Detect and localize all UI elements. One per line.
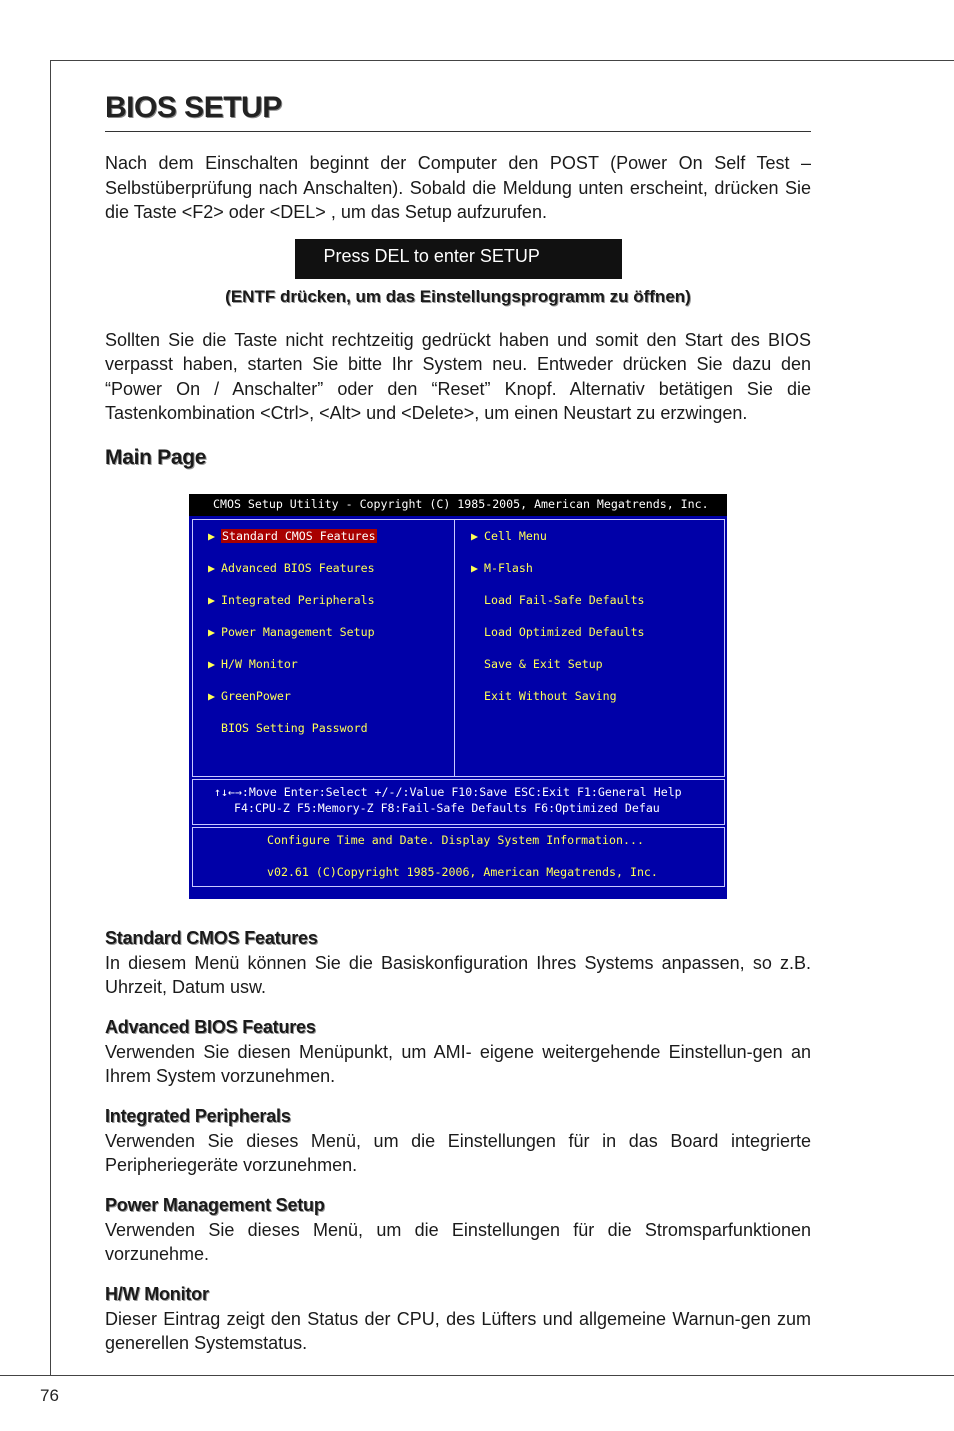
feature-description: In diesem Menü können Sie die Basiskonfiguration Ihres Systems anpassen, so z.B. Uhrzeit, Datum usw.	[105, 952, 811, 997]
page-content	[105, 90, 811, 1356]
bios-menu-item-label: Exit Without Saving	[484, 688, 617, 703]
feature-descriptions	[105, 927, 811, 1356]
feature-title: Integrated Peripherals	[105, 1105, 291, 1126]
bios-menu-item[interactable]	[208, 624, 375, 640]
page-frame-left-rule	[50, 60, 51, 1375]
feature-title: Advanced BIOS Features	[105, 1016, 316, 1037]
bios-menu-item[interactable]	[208, 720, 368, 736]
bios-help-line-2: F4:CPU-Z F5:Memory-Z F8:Fail-Safe Defaults F6:Optimized Defau	[234, 800, 660, 815]
bios-menu-item[interactable]	[471, 624, 645, 640]
section-title: BIOS SETUP	[105, 91, 282, 124]
bios-menu-item[interactable]	[471, 656, 603, 672]
bios-info-line-1: Configure Time and Date. Display System Information...	[267, 832, 644, 847]
bios-menu-item[interactable]	[471, 688, 617, 704]
feature-title: H/W Monitor	[105, 1283, 209, 1304]
page-number: 76	[40, 1386, 59, 1405]
feature-title: Power Management Setup	[105, 1194, 325, 1215]
intro-paragraph: Nach dem Einschalten beginnt der Computer den POST (Power On Self Test – Selbstüberprüfung nach Anschalten). Sobald die Meldung unten erscheint, drücken Sie die Taste <F2> oder <DEL> , um das Setup aufzurufen.	[105, 153, 811, 222]
press-del-box: Press DEL to enter SETUP	[295, 239, 622, 279]
bios-arrow-icon: ▶	[471, 528, 478, 543]
page-frame-bottom-rule	[0, 1375, 954, 1376]
bios-arrow-icon: ▶	[208, 624, 215, 639]
bios-menu-panel	[192, 519, 725, 777]
feature-description: Verwenden Sie diesen Menüpunkt, um AMI- eigene weitergehende Einstellun-gen an Ihrem System vorzunehmen.	[105, 1041, 811, 1086]
bios-arrow-icon: ▶	[208, 528, 215, 543]
bios-menu-item-label: Standard CMOS Features	[222, 528, 376, 543]
bios-arrow-icon: ▶	[208, 592, 215, 607]
bios-menu-item[interactable]	[471, 592, 645, 608]
bios-panel-divider	[454, 520, 455, 776]
bios-menu-item-label: GreenPower	[221, 688, 291, 703]
bios-menu-item[interactable]	[208, 656, 298, 672]
bios-info-line-2: v02.61 (C)Copyright 1985-2006, American Megatrends, Inc.	[267, 864, 658, 879]
title-rule	[105, 131, 811, 132]
bios-arrow-icon: ▶	[208, 656, 215, 671]
bios-menu-item[interactable]	[471, 560, 533, 576]
feature-title: Standard CMOS Features	[105, 927, 318, 948]
feature-description: Verwenden Sie dieses Menü, um die Einstellungen für in das Board integrierte Peripheriegeräte vorzunehmen.	[105, 1130, 811, 1175]
bios-menu-item[interactable]	[471, 528, 547, 544]
main-page-title: Main Page	[105, 445, 207, 469]
press-caption: (ENTF drücken, um das Einstellungsprogramm zu öffnen)	[225, 286, 691, 306]
bios-menu-item-label: Cell Menu	[484, 528, 547, 543]
bios-menu-item[interactable]	[208, 592, 375, 608]
bios-menu-item-label: Save & Exit Setup	[484, 656, 603, 671]
feature-description: Dieser Eintrag zeigt den Status der CPU, des Lüfters und allgemeine Warnun-gen zum generellen Systemstatus.	[105, 1308, 811, 1353]
bios-menu-item-label: Advanced BIOS Features	[221, 560, 375, 575]
bios-menu-item-label: Integrated Peripherals	[221, 592, 375, 607]
bios-menu-item-label: Power Management Setup	[221, 624, 375, 639]
bios-arrow-icon: ▶	[471, 560, 478, 575]
bios-help-line-1: ↑↓←→:Move Enter:Select +/-/:Value F10:Save ESC:Exit F1:General Help	[214, 784, 682, 799]
bios-arrow-icon: ▶	[208, 560, 215, 575]
bios-screenshot	[189, 494, 727, 899]
bios-menu-item-label: Load Optimized Defaults	[484, 624, 645, 639]
bios-menu-item[interactable]	[208, 528, 377, 544]
bios-menu-item-label: BIOS Setting Password	[221, 720, 368, 735]
bios-arrow-icon: ▶	[208, 688, 215, 703]
bios-menu-item-label: M-Flash	[484, 560, 533, 575]
bios-title-bar: CMOS Setup Utility - Copyright (C) 1985-2005, American Megatrends, Inc.	[189, 494, 727, 516]
bios-menu-item-label: H/W Monitor	[221, 656, 298, 671]
bios-menu-item-label: Load Fail-Safe Defaults	[484, 592, 645, 607]
feature-description: Verwenden Sie dieses Menü, um die Einstellungen für die Stromsparfunktionen vorzunehme.	[105, 1219, 811, 1264]
restart-paragraph: Sollten Sie die Taste nicht rechtzeitig gedrückt haben und somit den Start des BIOS verpasst haben, starten Sie bitte Ihr System neu. Entweder drücken Sie dazu den “Power On / Anschalter” oder den “Reset” Knopf. Alternativ betätigen Sie die Tastenkombination <Ctrl>, <Alt> und <Delete>, um einen Neustart zu erzwingen.	[105, 329, 811, 423]
page-frame-top-rule	[50, 60, 954, 61]
bios-menu-item[interactable]	[208, 560, 375, 576]
bios-menu-item[interactable]	[208, 688, 291, 704]
